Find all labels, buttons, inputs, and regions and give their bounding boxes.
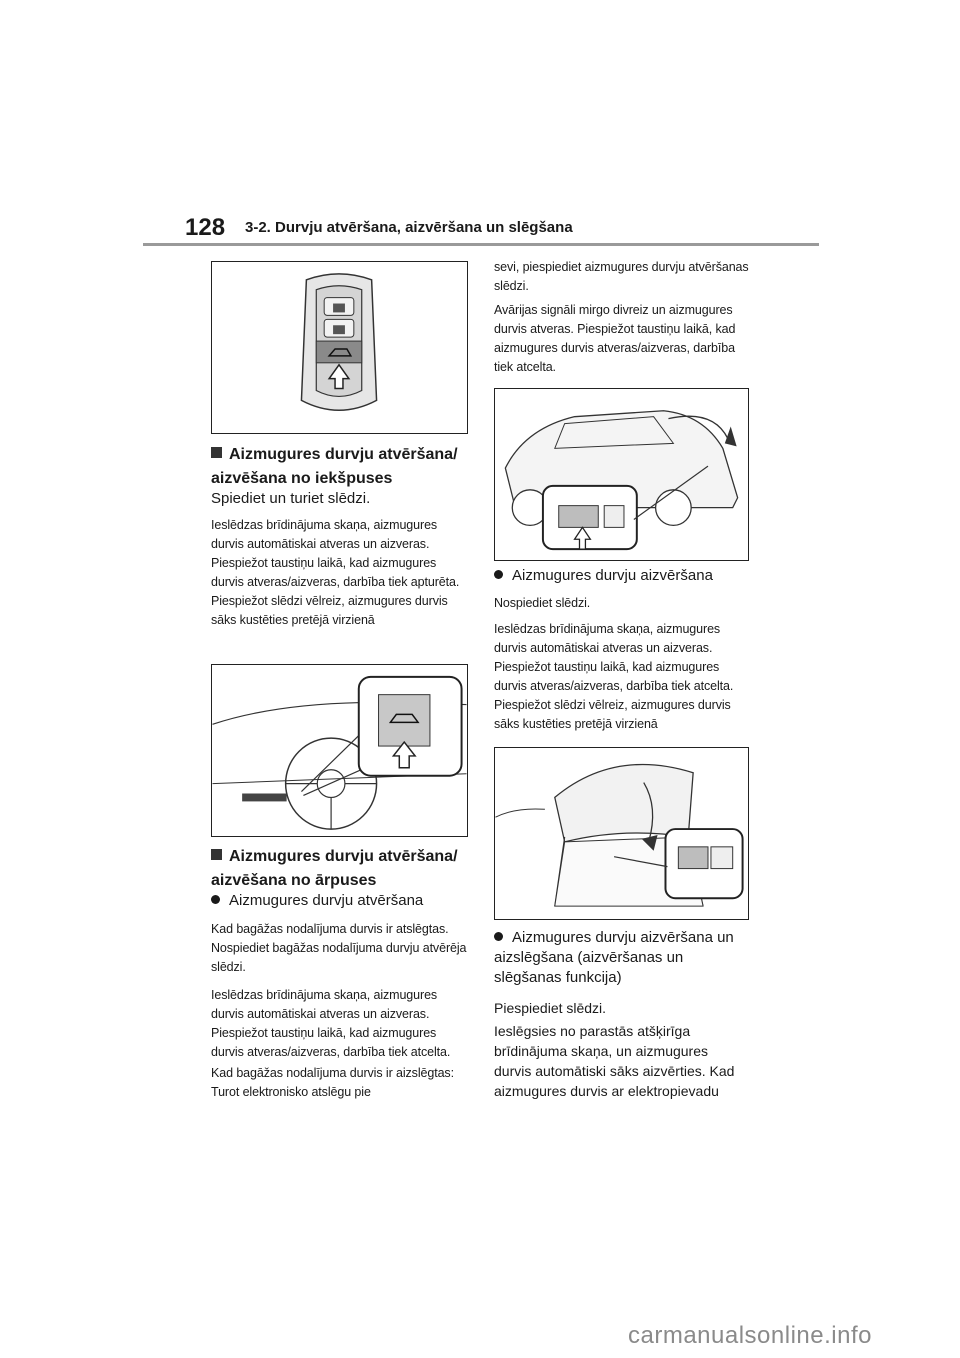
- tailgate-closing-illustration: [494, 747, 749, 920]
- square-bullet-icon: [211, 447, 222, 458]
- section1-body: Ieslēdzas brīdinājuma skaņa, aizmugures durvis automātiskai atveras un aizveras. Piespiežot taustiņu laikā, kad aizmugures durvis atveras/aizveras, darbība tiek apturēta. Piespiežot slēdzi vēlreiz, aizmugures durvis sāks kustēties pretējā virzienā: [211, 518, 460, 627]
- chapter-title: 3-2. Durvju atvēršana, aizvēršana un slēgšana: [245, 219, 573, 236]
- bullet1-paragraph3: Kad bagāžas nodalījuma durvis ir aizslēgtas: Turot elektronisko atslēgu pie: [211, 1066, 454, 1099]
- watermark: carmanualsonline.info: [628, 1322, 872, 1349]
- bullet1-paragraph2: Ieslēdzas brīdinājuma skaņa, aizmugures durvis automātiskai atveras un aizveras. Piespiežot taustiņu laikā, kad aizmugures durvis atveras/aizveras, darbība tiek atcelta.: [211, 988, 451, 1059]
- bullet3-paragraph2: Ieslēgsies no parastās atšķirīga brīdinājuma skaņa, un aizmugures durvis automātiski sāks aizvērties. Kad aizmugures durvis ar elektropievadu: [494, 1023, 735, 1099]
- bullet-closing: Aizmugures durvju aizvēršana: [494, 566, 749, 586]
- continued-paragraph2: Avārijas signāli mirgo divreiz un aizmugures durvis atveras. Piespiežot taustiņu laikā, kad aizmugures durvis atveras/aizveras, darbība tiek atcelta.: [494, 303, 736, 374]
- car-rear-switch-illustration: [494, 388, 749, 561]
- bullet1-paragraph1: Kad bagāžas nodalījuma durvis ir atslēgtas. Nospiediet bagāžas nodalījuma durvju atvērēja slēdzi.: [211, 922, 467, 974]
- bullet3-paragraph1: Piespiediet slēdzi.: [494, 1000, 607, 1016]
- bullet-dot-icon: [211, 895, 220, 904]
- page-number: 128: [185, 214, 226, 241]
- bullet-dot-icon: [494, 932, 503, 941]
- bullet-dot-icon: [494, 570, 503, 579]
- header-divider: [143, 243, 819, 246]
- bullet2-paragraph1: Nospiediet slēdzi.: [494, 596, 591, 610]
- bullet-close-lock: Aizmugures durvju aizvēršana un aizslēgšana (aizvēršanas un slēgšanas funkcija): [494, 929, 734, 986]
- section-heading-inside: Aizmugures durvju atvēršana/ aizvēšana no iekšpuses: [211, 446, 458, 487]
- section-heading-outside: Aizmugures durvju atvēršana/ aizvēšana no ārpuses: [211, 848, 458, 889]
- bullet2-paragraph2: Ieslēdzas brīdinājuma skaņa, aizmugures durvis automātiskai atveras un aizveras. Piespiežot taustiņu laikā, kad aizmugures durvis atveras/aizveras, darbība tiek atcelta. Piespiežot slēdzi vēlreiz, aizmugures durvis sāks kustēties pretējā virzienā: [494, 622, 734, 731]
- dashboard-switch-illustration: [211, 664, 468, 837]
- smart-key-illustration: [211, 261, 468, 434]
- square-bullet-icon: [211, 849, 222, 860]
- bullet-opening: Aizmugures durvju atvēršana: [211, 891, 469, 911]
- continued-paragraph1: sevi, piespiediet aizmugures durvju atvēršanas slēdzi.: [494, 260, 749, 293]
- section1-lead: Spiediet un turiet slēdzi.: [211, 490, 371, 507]
